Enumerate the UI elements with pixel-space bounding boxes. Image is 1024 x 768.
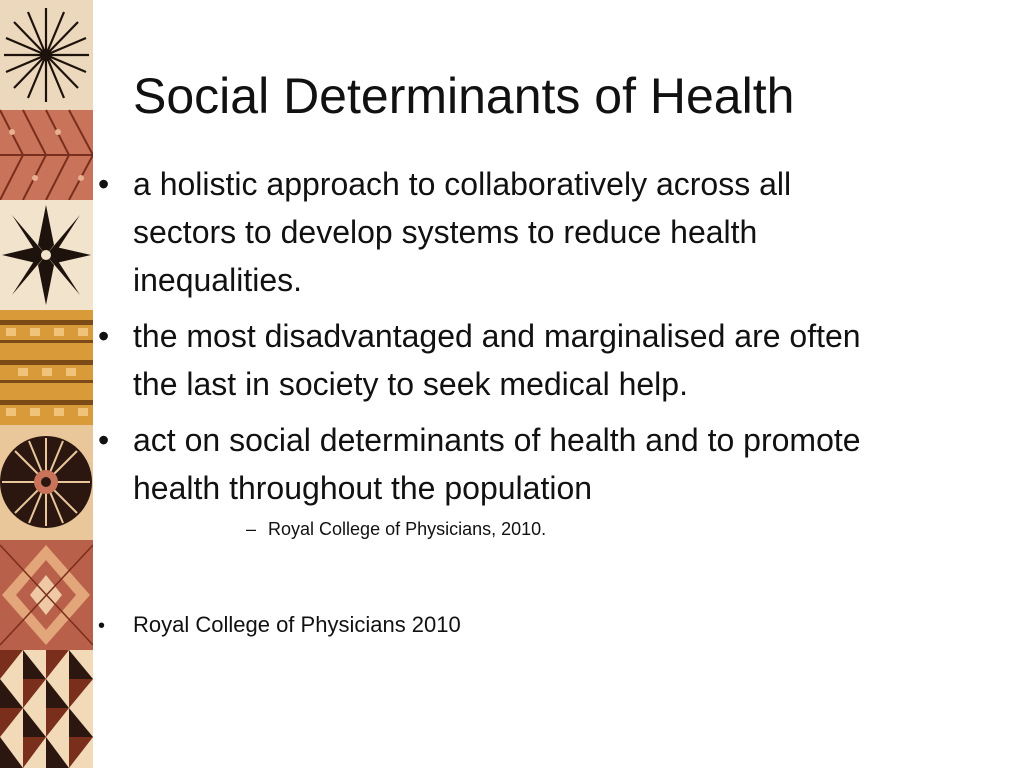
bullet-text: a holistic approach to collaboratively across all sectors to develop systems to reduce health inequalities.: [133, 166, 792, 298]
bullet-item: [98, 416, 898, 512]
bullet-dot: •: [98, 166, 110, 202]
bullet-text: the most disadvantaged and marginalised are often the last in society to seek medical help.: [133, 318, 861, 402]
bullet-item: [98, 160, 898, 304]
reference-bullet: [98, 610, 461, 641]
bullet-dot: •: [98, 318, 110, 354]
citation-text: Royal College of Physicians, 2010.: [268, 519, 547, 539]
bullet-dot: •: [98, 615, 106, 637]
slide-title: Social Determinants of Health: [133, 68, 795, 124]
bullet-list: [98, 160, 898, 520]
bullet-item: [98, 312, 898, 408]
tapa-pattern-decoration: [0, 0, 93, 768]
reference-text: Royal College of Physicians 2010: [133, 612, 461, 637]
dash-marker: –: [246, 519, 257, 539]
bullet-dot: •: [98, 422, 110, 458]
bullet-text: act on social determinants of health and to promote health throughout the population: [133, 422, 861, 506]
citation-sub-bullet: [246, 516, 546, 542]
